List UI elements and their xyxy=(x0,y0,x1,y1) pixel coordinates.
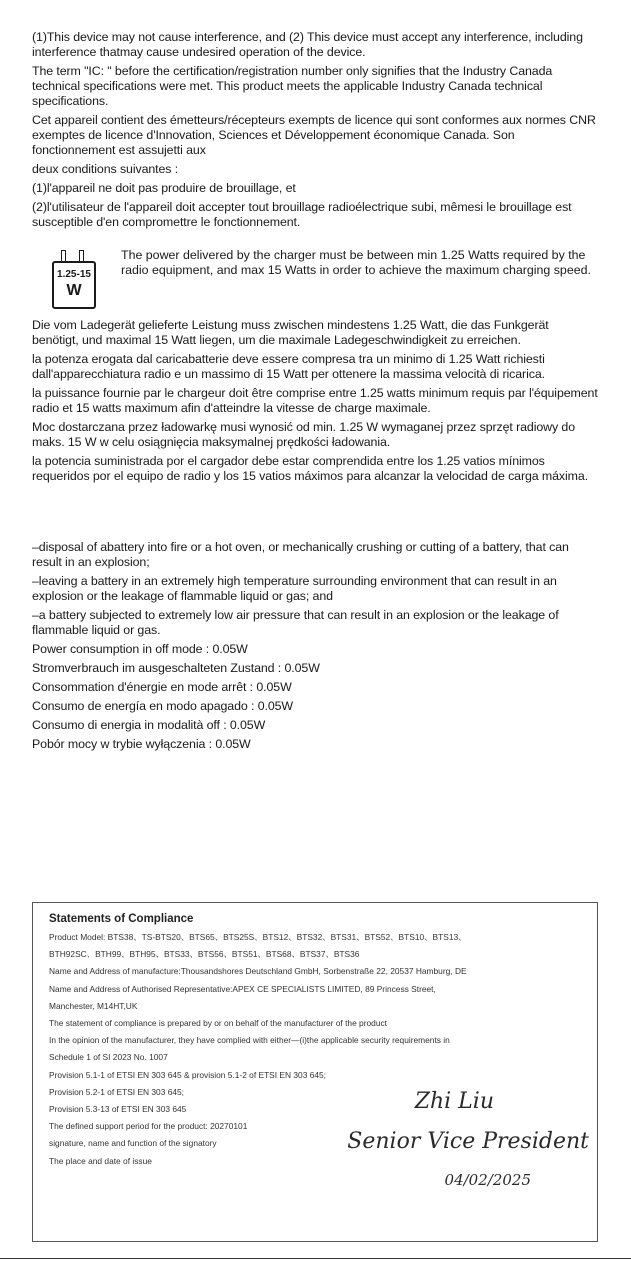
charger-power-range: 1.25-15 xyxy=(57,269,91,280)
compliance-line: Manchester, M14HT,UK xyxy=(49,1000,138,1011)
power-consumption-pl: Pobór mocy w trybie wyłączenia : 0.05W xyxy=(32,737,251,751)
handwritten-signature-name: Zhi Liu xyxy=(414,1089,494,1114)
ised-statement-fr: Cet appareil contient des émetteurs/récepteurs exempts de licence qui sont conformes aux normes CNR exemptes de licence d'Innovation, Sciences et Développement économique Canada. Son fonctionnement est assujetti aux xyxy=(32,113,596,157)
conditions-heading-fr: deux conditions suivantes : xyxy=(32,162,179,176)
power-consumption-en: Power consumption in off mode : 0.05W xyxy=(32,642,248,656)
ic-statement: The term "IC: " before the certification/registration number only signifies that the Industry Canada technical specifications were met. This product meets the applicable Industry Canada technical specifications. xyxy=(32,64,553,108)
charger-power-text: The power delivered by the charger must be between min 1.25 Watts required by the radio equipment, and max 15 Watts in order to achieve the maximum charging speed. xyxy=(121,248,591,277)
charger-text-fr: la puissance fournie par le chargeur doit être comprise entre 1.25 watts minimum requis par l'équipement radio et 15 watts maximum afin d'atteindre la vitesse de charge maximale. xyxy=(32,386,598,415)
compliance-line: signature, name and function of the signatory xyxy=(49,1138,217,1149)
compliance-line: Provision 5.2-1 of ETSI EN 303 645; xyxy=(49,1086,185,1097)
compliance-line: The place and date of issue xyxy=(49,1155,152,1166)
condition-1-fr: (1)l'appareil ne doit pas produire de brouillage, et xyxy=(32,181,296,195)
handwritten-signature-title: Senior Vice President xyxy=(347,1129,589,1154)
charger-text-de: Die vom Ladegerät gelieferte Leistung muss zwischen mindestens 1.25 Watt, die das Funkgerät benötigt, und maximal 15 Watt liegen, um die maximale Ladegeschwindigkeit zu erreichen. xyxy=(32,318,549,347)
compliance-line: Provision 5.1-1 of ETSI EN 303 645 & provision 5.1-2 of ETSI EN 303 645; xyxy=(49,1069,326,1080)
compliance-line: Schedule 1 of SI 2023 No. 1007 xyxy=(49,1052,168,1063)
power-consumption-de: Stromverbrauch im ausgeschalteten Zustand : 0.05W xyxy=(32,661,320,675)
power-consumption-it: Consumo di energia in modalità off : 0.05W xyxy=(32,718,266,732)
charger-text-es: la potencia suministrada por el cargador debe estar comprendida entre los 1.25 vatios mínimos requeridos por el equipo de radio y los 15 vatios máximos para alcanzar la velocidad de carga máxima. xyxy=(32,454,589,483)
power-consumption-fr: Consommation d'énergie en mode arrêt : 0.05W xyxy=(32,680,292,694)
battery-warning-heat: –leaving a battery in an extremely high temperature surrounding environment that can result in an explosion or the leakage of flammable liquid or gas; and xyxy=(32,574,557,603)
charger-power-section xyxy=(32,250,598,314)
document-body xyxy=(32,30,598,756)
compliance-line: BTH92SC、BTH99、BTH95、BTS33、BTS56、BTS51、BTS68、BTS37、BTS36 xyxy=(49,949,360,960)
compliance-line: The statement of compliance is prepared by or on behalf of the manufacturer of the product xyxy=(49,1018,387,1029)
compliance-line: The defined support period for the product: 20270101 xyxy=(49,1121,248,1132)
battery-warning-fire: –disposal of abattery into fire or a hot oven, or mechanically crushing or cutting of a battery, that can result in an explosion; xyxy=(32,540,569,569)
compliance-line: Product Model: BTS38、TS-BTS20、BTS65、BTS25S、BTS12、BTS32、BTS31、BTS52、BTS10、BTS13、 xyxy=(49,932,467,942)
charger-plug-icon xyxy=(49,250,99,314)
compliance-line: Name and Address of manufacture:Thousandshores Deutschland GmbH, Sorbenstraße 22, 20537 Hamburg, DE xyxy=(49,966,467,977)
condition-2-fr: (2)l'utilisateur de l'appareil doit accepter tout brouillage radioélectrique subi, mêmesi le brouillage est susceptible d'en compromettre le fonctionnement. xyxy=(32,200,572,229)
charger-text-it: la potenza erogata dal caricabatterie deve essere compresa tra un minimo di 1.25 Watt richiesti dall'apparecchiatura radio e un massimo di 15 Watt per ottenere la massima velocità di ricarica. xyxy=(32,352,545,381)
charger-text-pl: Moc dostarczana przez ładowarkę musi wynosić od min. 1.25 W wymaganej przez sprzęt radiowy do maks. 15 W w celu osiągnięcia maksymalnej prędkości ładowania. xyxy=(32,420,576,449)
compliance-line: Name and Address of Authorised Representative:APEX CE SPECIALISTS LIMITED, 89 Princess Street, xyxy=(49,983,436,994)
compliance-line: In the opinion of the manufacturer, they have complied with either—(i)the applicable security requirements in xyxy=(49,1035,450,1046)
handwritten-signature-date: 04/02/2025 xyxy=(444,1171,531,1189)
battery-warning-pressure: –a battery subjected to extremely low air pressure that can result in an explosion or the leakage of flammable liquid or gas. xyxy=(32,608,559,637)
charger-power-unit: W xyxy=(66,282,82,299)
compliance-line: Provision 5.3-13 of ETSI EN 303 645 xyxy=(49,1104,187,1115)
fcc-statement-1: (1)This device may not cause interference, and (2) This device must accept any interference, including interference thatmay cause undesired operation of the device. xyxy=(32,30,583,59)
bottom-divider xyxy=(0,1258,631,1259)
power-consumption-es: Consumo de energía en modo apagado : 0.05W xyxy=(32,699,294,713)
compliance-title: Statements of Compliance xyxy=(49,913,194,925)
statements-of-compliance-box xyxy=(32,902,598,1242)
